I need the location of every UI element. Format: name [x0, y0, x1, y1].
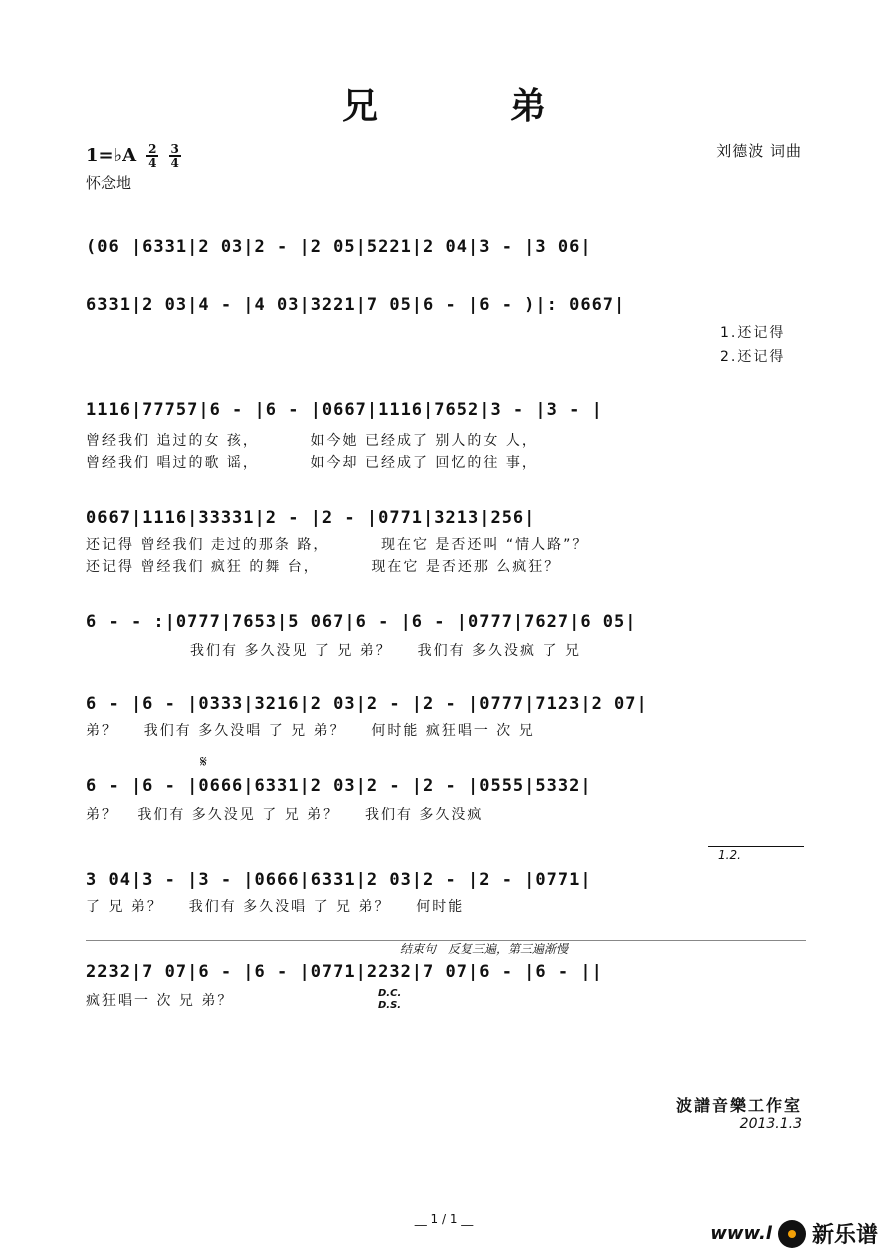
date-stamp: 2013.1.3 [739, 1116, 802, 1132]
key-signature [86, 143, 181, 169]
notation-row-4: 0667|1116|33331|2 - |2 - |0771|3213|256| [86, 508, 536, 528]
notation-row-7: 6 - |6 - |0666|6331|2 03|2 - |2 - |0555|5332| [86, 776, 592, 796]
page-number: __ 1 / 1 __ [414, 1212, 474, 1226]
brand-url: www.l [710, 1223, 772, 1244]
brand-name: 新乐谱 [811, 1223, 878, 1248]
time-signature-1: $\frac{2}{4}$ [148, 142, 157, 170]
notation-row-1: (06 |6331|2 03|2 - |2 05|5221|2 04|3 - |3 06| [86, 237, 592, 257]
lyric-row-4a: 还记得 曾经我们 走过的那条 路， 现在它 是否还叫 “情人路”？ [86, 537, 589, 553]
lyric-row-4b: 还记得 曾经我们 疯狂 的舞 台， 现在它 是否还那 么疯狂？ [86, 559, 561, 575]
notation-row-5: 6 - - :|0777|7653|5 067|6 - |6 - |0777|7627|6 05| [86, 612, 637, 632]
time-signature-2: $\frac{3}{4}$ [170, 142, 179, 170]
notation-row-6: 6 - |6 - |0333|3216|2 03|2 - |2 - |0777|7123|2 07| [86, 694, 648, 714]
notation-row-8: 3 04|3 - |3 - |0666|6331|2 03|2 - |2 - |0771| [86, 870, 592, 890]
studio-name: 波譜音樂工作室 [675, 1096, 802, 1115]
lyric-row-3a: 曾经我们 追过的女 孩， 如今她 已经成了 别人的女 人， [86, 433, 538, 449]
notation-row-9: 2232|7 07|6 - |6 - |0771|2232|7 07|6 - |6 - || [86, 962, 603, 982]
lyric-row-6: 弟？ 我们有 多久没唱 了 兄 弟？ 何时能 疯狂唱一 次 兄 [86, 723, 535, 739]
volta-bracket [708, 846, 804, 847]
lyric-row-2b: 2.还记得 [720, 349, 786, 365]
coda-label: 结束句 反复三遍，第三遍渐慢 [400, 942, 569, 956]
dc-marker: D.C. [378, 988, 402, 999]
notation-row-3: 1116|77757|6 - |6 - |0667|1116|7652|3 - |3 - | [86, 400, 603, 420]
lyric-row-7: 弟？ 我们有 多久没见 了 兄 弟？ 我们有 多久没疯 [86, 807, 484, 823]
ds-marker: D.S. [378, 1000, 402, 1011]
notation-row-2: 6331|2 03|4 - |4 03|3221|7 05|6 - |6 - )|: 0667| [86, 295, 626, 315]
tempo-mood: 怀念地 [86, 174, 132, 192]
segno-sign: 𝄋 [200, 752, 207, 771]
key-label: 1=♭A [86, 145, 137, 166]
lyric-row-3b: 曾经我们 唱过的歌 谣， 如今却 已经成了 回忆的往 事， [86, 455, 538, 471]
lyric-row-9: 疯狂唱一 次 兄 弟？ [86, 993, 234, 1009]
record-disc-icon [778, 1220, 806, 1248]
brand-watermark [710, 1218, 878, 1249]
author-credit: 刘德波 词曲 [716, 142, 802, 160]
score-title: 兄 弟 [341, 85, 594, 127]
lyric-row-8: 了 兄 弟？ 我们有 多久没唱 了 兄 弟？ 何时能 [86, 899, 465, 915]
volta-label: 1.2. [718, 848, 741, 862]
lyric-row-2a: 1.还记得 [720, 325, 786, 341]
lyric-row-5: 我们有 多久没见 了 兄 弟？ 我们有 多久没疯 了 兄 [190, 643, 581, 659]
